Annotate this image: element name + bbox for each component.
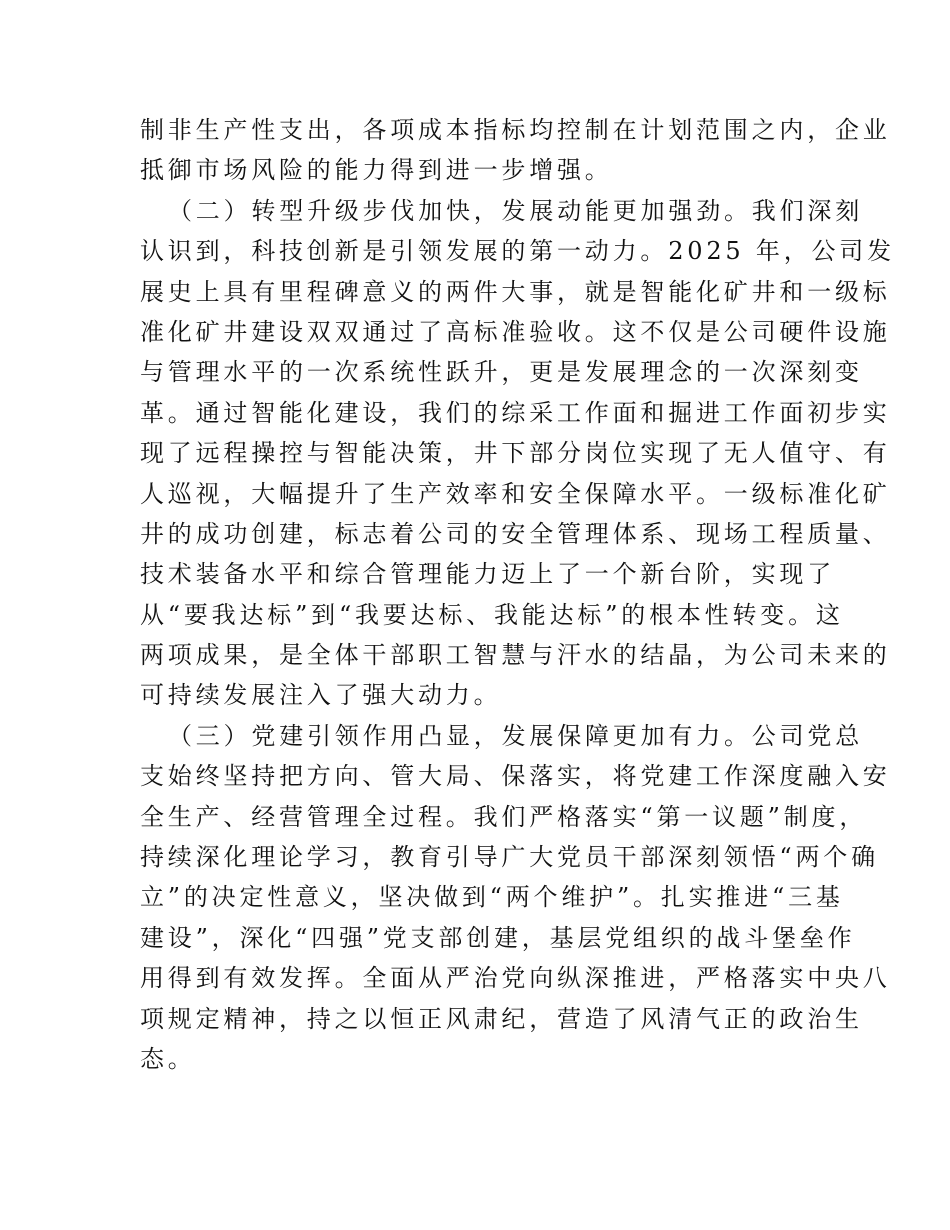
text-line: 立”的决定性意义，坚决做到“两个维护”。扎实推进“三基	[140, 883, 844, 912]
text-line: 全生产、经营管理全过程。我们严格落实“第一议题”制度，	[140, 802, 868, 831]
text-line: 认识到，科技创新是引领发展的第一动力。2025 年，公司发	[140, 237, 895, 266]
text-line: 两项成果，是全体干部职工智慧与汗水的结晶，为公司未来的	[140, 641, 891, 670]
document-body	[140, 110, 895, 1079]
text-line: 现了远程操控与智能决策，井下部分岗位实现了无人值守、有	[140, 439, 891, 468]
section-3-heading-line: （三）党建引领作用凸显，发展保障更加有力。公司党总	[168, 721, 863, 750]
text-line: 支始终坚持把方向、管大局、保落实，将党建工作深度融入安	[140, 762, 891, 791]
paragraph-section-2	[140, 191, 895, 716]
text-line: 革。通过智能化建设，我们的综采工作面和掘进工作面初步实	[140, 398, 891, 427]
text-line: 制非生产性支出，各项成本指标均控制在计划范围之内，企业	[140, 116, 891, 144]
text-line: 项规定精神，持之以恒正风肃纪，营造了风清气正的政治生	[140, 1004, 863, 1033]
text-line: 可持续发展注入了强大动力。	[140, 681, 502, 710]
text-line: 用得到有效发挥。全面从严治党向纵深推进，严格落实中央八	[140, 964, 891, 993]
text-line: 井的成功创建，标志着公司的安全管理体系、现场工程质量、	[140, 519, 891, 548]
text-line: 从“要我达标”到“我要达标、我能达标”的根本性转变。这	[140, 600, 844, 629]
text-line: 持续深化理论学习，教育引导广大党员干部深刻领悟“两个确	[140, 843, 879, 872]
text-line: 态。	[140, 1044, 196, 1073]
paragraph-continuation	[140, 110, 891, 191]
text-line: 技术装备水平和综合管理能力迈上了一个新台阶，实现了	[140, 560, 835, 589]
text-line: 准化矿井建设双双通过了高标准验收。这不仅是公司硬件设施	[140, 317, 891, 346]
text-line: 人巡视，大幅提升了生产效率和安全保障水平。一级标准化矿	[140, 479, 891, 508]
section-2-heading-line: （二）转型升级步伐加快，发展动能更加强劲。我们深刻	[168, 196, 863, 225]
text-line: 抵御市场风险的能力得到进一步增强。	[140, 156, 613, 185]
text-line: 与管理水平的一次系统性跃升，更是发展理念的一次深刻变	[140, 358, 863, 387]
text-line: 建设”，深化“四强”党支部创建，基层党组织的战斗堡垒作	[140, 923, 856, 952]
text-line: 展史上具有里程碑意义的两件大事，就是智能化矿井和一级标	[140, 277, 891, 306]
paragraph-section-3	[140, 716, 891, 1080]
